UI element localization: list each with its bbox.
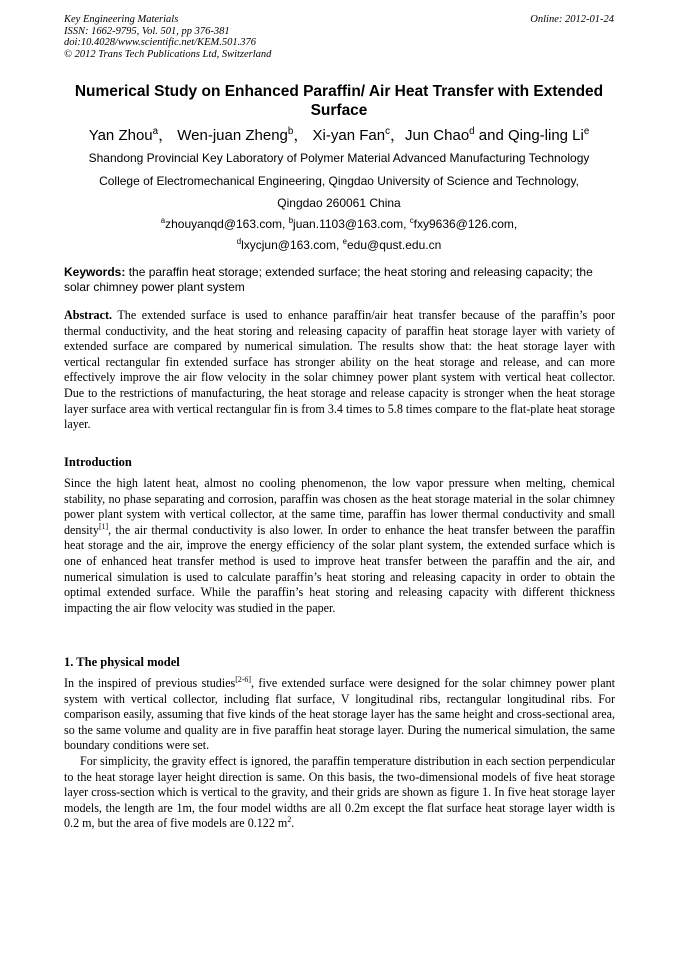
section-heading-physical-model: 1. The physical model — [64, 655, 180, 669]
author: Yan Zhou$^a$， — [88, 126, 174, 144]
affiliation-line: Qingdao 260061 China — [277, 196, 401, 210]
author-list — [40, 124, 638, 145]
journal-header — [64, 14, 271, 60]
author: Wen-juan Zheng$^b$， — [177, 126, 309, 144]
author: Xi-yan Fan$^c$， — [312, 126, 405, 144]
journal-name: Key Engineering Materials — [64, 14, 179, 25]
paper-title: Numerical Study on Enhanced Paraffin/ Air Heat Transfer with Extended Surface — [74, 83, 604, 119]
doi: doi:10.4028/www.scientific.net/KEM.501.376 — [64, 37, 256, 48]
abstract: Abstract. The extended surface is used to enhance paraffin/air heat transfer because of the paraffin’s poor thermal conductivity, and the heat storing and releasing capacity of paraffin heat storage layer with variety of extended surface are compared by numerical simulation. The results show that: the heat storage layer with vertical rectangular fin extended surface has stronger ability on the heat storage and release, and can more effectively improve the air flow velocity in the solar chimney power plant system with vertical heat collector. Due to the restrictions of manufacturing, the heat storage and release capacity is stronger when the heat storage layer surface area with vertical rectangular fin is from 3.4 times to 5.8 times compare to the flat-plate heat storage layer. — [64, 308, 615, 432]
author: Jun Chao$^d$ and — [404, 126, 508, 144]
email-line: $^d$lxycjun@163.com, $^e$edu@qust.edu.cn — [236, 237, 442, 252]
keywords: Keywords: the paraffin heat storage; extended surface; the heat storing and releasing capacity; the solar chimney power plant system — [64, 265, 593, 294]
copyright: © 2012 Trans Tech Publications Ltd, Switzerland — [64, 48, 272, 60]
issn: ISSN: 1662-9795, Vol. 501, pp 376-381 — [64, 25, 230, 37]
online-date: Online: 2012-01-24 — [530, 14, 614, 25]
section-heading-introduction: Introduction — [64, 455, 132, 469]
physical-model-text: In the inspired of previous studies[2-6], five extended surface were designed for the solar chimney power plant system with vertical collector, including flat surface, V longitudinal ribs, rectangular longitudinal ribs. For comparison easily, assuming that five kinds of the heat storage layer has the same height and cross-sectional area, so the same volume and quality are in five paraffin heat storage layer. During the numerical simulation, the same boundary conditions were set. For simplicity, the gravity effect is ignored, the paraffin temperature distribution in each section perpendicular to the heat storage layer height direction is same. On this basis, the two-dimensional models of five heat storage layer cross-section which is vertical to the gravity, and their grids are shown as figure 1. In five heat storage layer models, the length are 1m, the four model widths are all 0.2m except the flat surface heat storage layer width is 0.2 m, but the area of five models are 0.122 $m^2$. — [64, 674, 615, 831]
affiliation-line: College of Electromechanical Engineering, Qingdao University of Science and Technology, — [99, 174, 579, 188]
email-line: $^a$zhouyanqd@163.com, $^b$juan.1103@163.com, $^c$fxy9636@126.com, — [160, 216, 518, 231]
introduction-paragraph: Since the high latent heat, almost no cooling phenomenon, the low vapor pressure when melting, chemical stability, no phase separating and corrosion, paraffin was chosen as the heat storage material in the solar chimney power plant system with vertical collector, at the same time, paraffin has lower thermal conductivity and small density[1], the air thermal conductivity is also lower. In order to enhance the heat transfer between the paraffin heat storage and the air, improve the energy efficiency of the solar plant system, the extended surface which is one of enhanced heat transfer method is used to improve heat transfer between the paraffin and the air, and numerical simulation is used to calculate paraffin’s heat storing and releasing capacity in order to obtain the optimal extended surface. While the paraffin’s heat storing and releasing capacity with different thickness impacting the air flow velocity was studied in the paper. — [64, 476, 615, 615]
author: Qing-ling Li$^e$ — [507, 126, 590, 144]
affiliation-line: Shandong Provincial Key Laboratory of Polymer Material Advanced Manufacturing Technology — [88, 151, 590, 165]
